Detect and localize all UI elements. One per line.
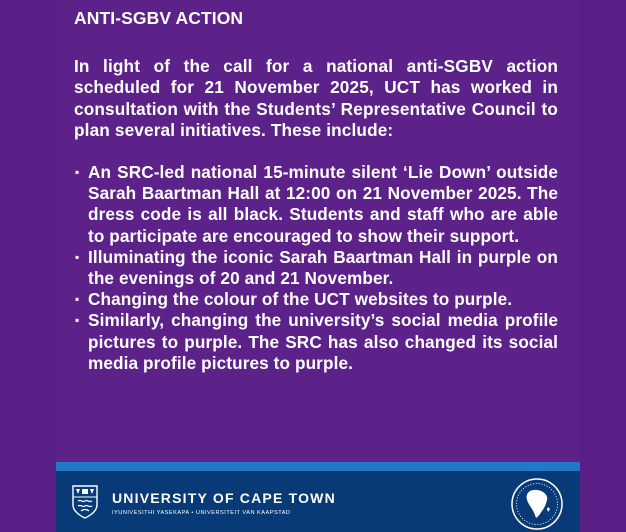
list-item xyxy=(74,162,558,247)
list-item-text: Illuminating the iconic Sarah Baartman Hall in purple on the evenings of 20 and 21 November. xyxy=(88,246,558,289)
initiatives-list xyxy=(74,162,558,374)
list-item-text: An SRC-led national 15-minute silent ‘Lie Down’ outside Sarah Baartman Hall at 12:00 on 21 November 2025. The dress code is all black. Students and staff who are able to participate are encouraged to show their support. xyxy=(88,162,558,246)
list-item-text: Changing the colour of the UCT websites to purple. xyxy=(88,289,513,310)
university-name: UNIVERSITY OF CAPE TOWN xyxy=(112,490,336,506)
bullet-icon: ▪ xyxy=(75,249,80,264)
list-item xyxy=(74,289,558,310)
announcement-title: ANTI-SGBV ACTION xyxy=(74,8,244,28)
bullet-icon: ▪ xyxy=(75,313,80,328)
announcement-intro: In light of the call for a national anti-SGBV action scheduled for 21 November 2025, UCT has worked in consultation with the Students’ Representative Council to plan several initiatives. These include: xyxy=(74,56,558,140)
university-subtitle: IYUNIVESITHI YASEKAPA • UNIVERSITEIT VAN KAAPSTAD xyxy=(112,510,291,516)
university-footer xyxy=(56,471,580,532)
list-item xyxy=(74,310,558,374)
bullet-icon: ▪ xyxy=(75,292,80,307)
announcement-content xyxy=(74,8,558,374)
list-item xyxy=(74,247,558,289)
list-item-text: Similarly, changing the university’s social media profile pictures to purple. The SRC has also changed its social media profile pictures to purple. xyxy=(88,310,558,373)
africa-seal-icon xyxy=(510,477,564,531)
uct-crest-icon xyxy=(72,485,98,519)
footer-accent-bar xyxy=(56,462,580,471)
bullet-icon: ▪ xyxy=(75,165,80,180)
